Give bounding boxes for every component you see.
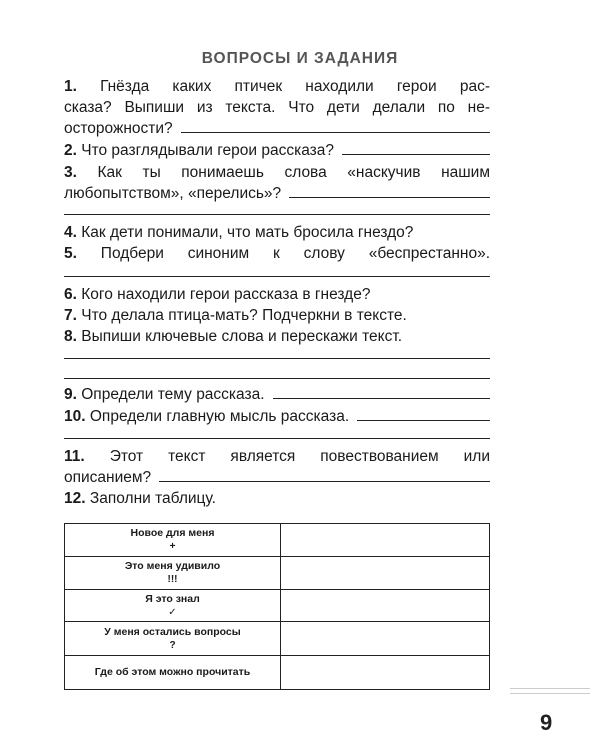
- question-3-answer-blank[interactable]: [289, 183, 490, 198]
- question-8-answer-line-1[interactable]: [64, 358, 490, 359]
- question-1-number: 1.: [64, 78, 77, 95]
- table-answer-cell[interactable]: [281, 557, 490, 590]
- question-11-number: 11.: [64, 448, 85, 465]
- table-answer-cell[interactable]: [281, 524, 490, 557]
- question-6-text: Кого находили герои рассказа в гнезде?: [81, 286, 371, 303]
- question-7-text: Что делала птица-мать? Подчеркни в тексте.: [81, 307, 407, 324]
- table-label-text: Где об этом можно прочитать: [94, 666, 251, 678]
- exclamation-icon: !!!: [167, 574, 178, 585]
- table-label-text: У меня остались вопросы: [104, 625, 241, 638]
- question-2-number: 2.: [64, 142, 77, 159]
- question-3-text-1: Как ты понимаешь слова «наскучив нашим: [97, 164, 491, 181]
- question-8: [64, 326, 490, 347]
- question-8-number: 8.: [64, 328, 77, 345]
- question-3-text-2: любопытством», «перелись»?: [64, 185, 282, 202]
- question-3-answer-line[interactable]: [64, 214, 490, 215]
- question-9: [64, 384, 490, 405]
- table-row-label: [65, 557, 281, 590]
- plus-icon: +: [169, 541, 176, 552]
- question-3-line-1: [64, 162, 490, 183]
- question-11-text-2: описанием?: [64, 469, 152, 486]
- table-row: [65, 622, 490, 656]
- question-8-text: Выпиши ключевые слова и перескажи текст.: [81, 328, 403, 345]
- question-2: [64, 140, 490, 161]
- question-11-answer-blank[interactable]: [159, 467, 490, 482]
- table-row: [65, 557, 490, 590]
- reflection-table: [64, 523, 490, 690]
- question-12-number: 12.: [64, 490, 86, 507]
- question-10-text: Определи главную мысль рассказа.: [89, 408, 350, 425]
- question-11-line-1: [64, 446, 490, 467]
- table-answer-cell[interactable]: [281, 590, 490, 622]
- question-3-line-2: [64, 183, 490, 204]
- table-row-label: [65, 622, 281, 656]
- table-label-text: Это меня удивило: [124, 560, 221, 572]
- question-10-answer-blank[interactable]: [357, 406, 490, 421]
- question-9-number: 9.: [64, 386, 77, 403]
- question-4-number: 4.: [64, 224, 77, 241]
- question-7-number: 7.: [64, 307, 77, 324]
- question-1-text-3: осторожности?: [64, 120, 173, 137]
- question-1-answer-blank[interactable]: [181, 118, 490, 133]
- table-row: [65, 590, 490, 622]
- question-mark-icon: ?: [169, 639, 176, 651]
- question-1-line-2: сказа? Выпиши из текста. Что дети делали по не-: [64, 99, 490, 116]
- question-5-number: 5.: [64, 245, 77, 262]
- question-6: [64, 284, 490, 305]
- question-10-answer-line[interactable]: [64, 438, 490, 439]
- question-1-line-3: [64, 118, 490, 139]
- table-label-text: Новое для меня: [130, 527, 215, 539]
- question-1-line-1: [64, 76, 490, 97]
- table-row: [65, 524, 490, 557]
- question-2-answer-blank[interactable]: [342, 140, 490, 155]
- table-row-label: [65, 590, 281, 622]
- table-row-label: [65, 524, 281, 557]
- table-answer-cell[interactable]: [281, 622, 490, 656]
- table-label-text: Я это знал: [145, 592, 200, 605]
- table-row: [65, 656, 490, 690]
- question-12: [64, 488, 490, 509]
- question-5-answer-line[interactable]: [64, 276, 490, 277]
- decorative-lines: [510, 688, 590, 706]
- question-8-answer-line-2[interactable]: [64, 378, 490, 379]
- question-10-number: 10.: [64, 408, 86, 425]
- question-7: [64, 305, 490, 326]
- question-4-text: Как дети понимали, что мать бросила гнездо?: [81, 224, 414, 241]
- question-12-text: Заполни таблицу.: [89, 490, 216, 507]
- table-answer-cell[interactable]: [281, 656, 490, 690]
- question-11-line-2: [64, 467, 490, 488]
- question-3-number: 3.: [64, 164, 77, 181]
- question-2-text: Что разглядывали герои рассказа?: [81, 142, 335, 159]
- question-4: [64, 222, 490, 243]
- question-5-text: Подбери синоним к слову «беспрестанно».: [100, 245, 491, 262]
- question-10: [64, 406, 490, 427]
- table-row-label: [65, 656, 281, 690]
- question-9-text: Определи тему рассказа.: [81, 386, 265, 403]
- question-5: [64, 243, 490, 264]
- page-number: 9: [540, 710, 553, 735]
- question-6-number: 6.: [64, 286, 77, 303]
- section-heading: ВОПРОСЫ И ЗАДАНИЯ: [201, 50, 399, 67]
- question-1-text-1: Гнёзда каких птичек находили герои рас-: [100, 78, 490, 95]
- question-11-text-1: Этот текст является повествованием или: [109, 448, 491, 465]
- question-9-answer-blank[interactable]: [273, 384, 490, 399]
- checkmark-icon: ✓: [168, 606, 177, 618]
